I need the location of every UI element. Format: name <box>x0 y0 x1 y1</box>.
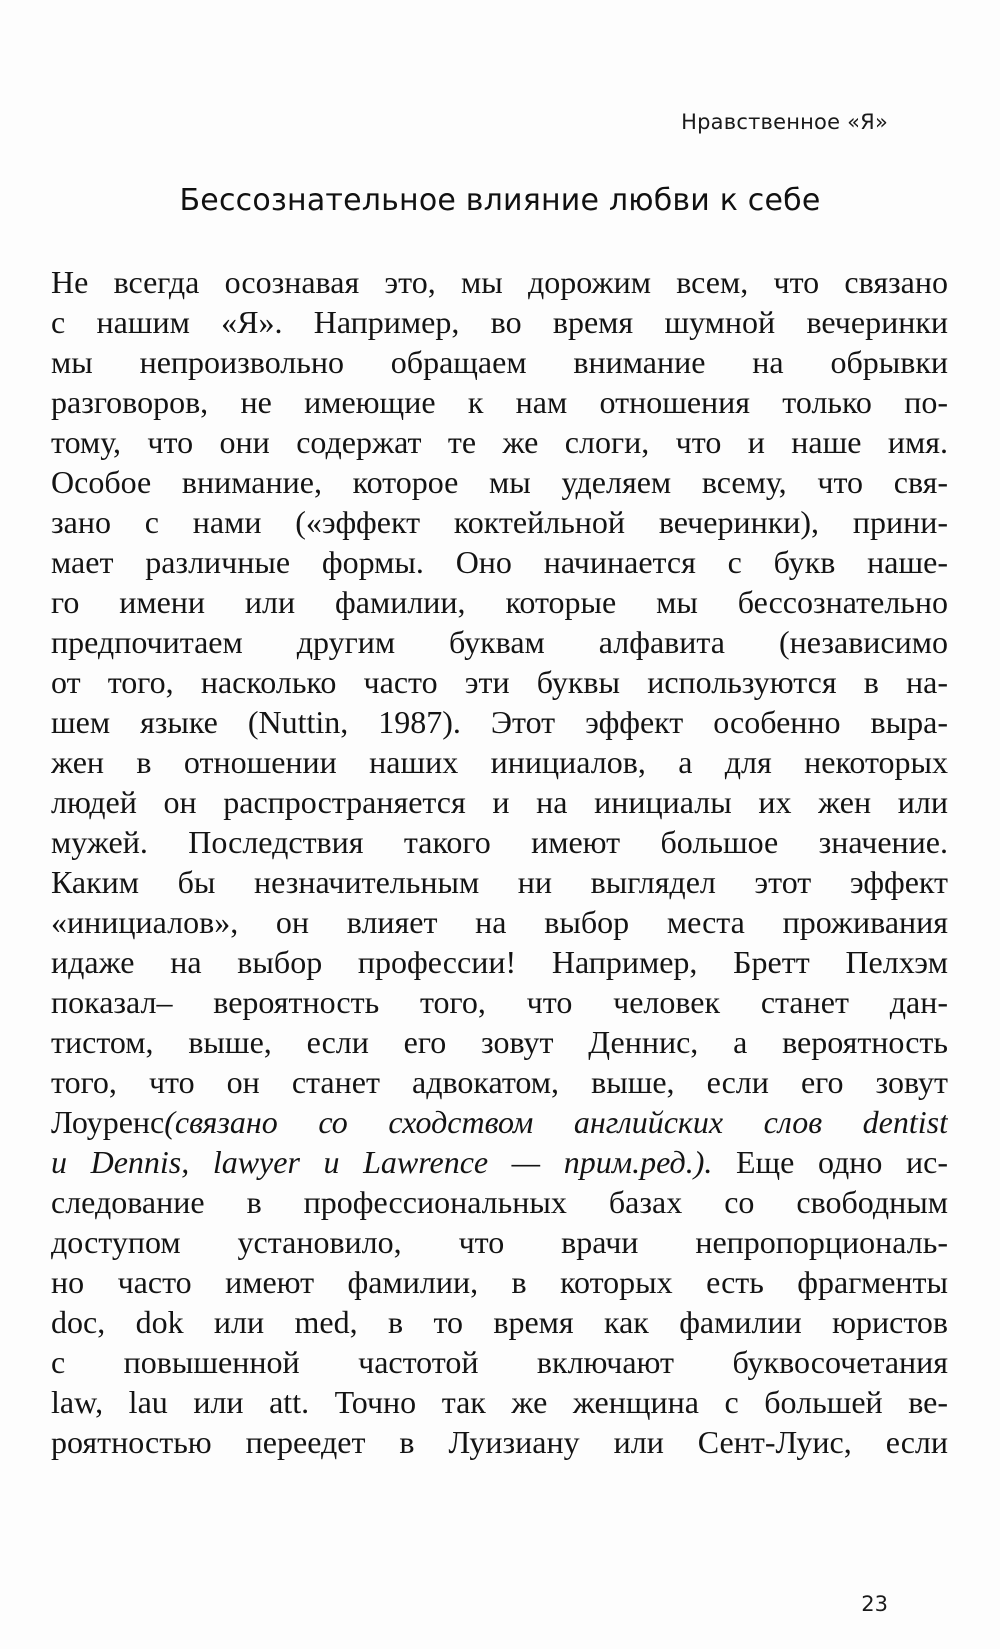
text-line-mixed <box>51 1142 948 1182</box>
text-line: но часто имеют фамилии, в которых есть фрагменты <box>51 1264 948 1300</box>
editor-note-italic: и Dennis, lawyer и Lawrence — прим.ред.). <box>51 1144 713 1180</box>
text-line: зано с нами («эффект коктейльной вечеринки), прини- <box>51 504 948 540</box>
text-line: мужей. Последствия такого имеют большое значение. <box>51 824 948 860</box>
text-line: предпочитаем другим буквам алфавита (независимо <box>51 624 948 660</box>
text-line: доступом установило, что врачи непропорциональ- <box>51 1224 948 1260</box>
text-line: следование в профессиональных базах со свободным <box>51 1184 948 1220</box>
text-line: людей он распространяется и на инициалы их жен или <box>51 784 948 820</box>
text-line: того, что он станет адвокатом, выше, если его зовут <box>51 1064 948 1100</box>
text-line: с нашим «Я». Например, во время шумной вечеринки <box>51 304 948 340</box>
text-line-mixed <box>51 1102 948 1142</box>
text-line: law, lau или att. Точно так же женщина с большей ве- <box>51 1384 948 1420</box>
chapter-heading: Бессознательное влияние любви к себе <box>179 183 821 218</box>
text-line: Каким бы незначительным ни выглядел этот эффект <box>51 864 948 900</box>
text-line: показал– вероятность того, что человек станет дан- <box>51 984 948 1020</box>
text-line: Особое внимание, которое мы уделяем всему, что свя- <box>51 464 948 500</box>
page-number: 23 <box>861 1592 888 1616</box>
text-run-regular: Еще одно ис- <box>712 1144 948 1180</box>
text-line: мает различные формы. Оно начинается с букв наше- <box>51 544 948 580</box>
text-line: тистом, выше, если его зовут Деннис, а вероятность <box>51 1024 948 1060</box>
body-paragraph <box>51 262 948 1462</box>
text-line: разговоров, не имеющие к нам отношения только по- <box>51 384 948 420</box>
text-line: роятностью переедет в Луизиану или Сент-Луис, если <box>51 1424 948 1460</box>
text-line: шем языке (Nuttin, 1987). Этот эффект особенно выра- <box>51 704 948 740</box>
editor-note-italic: (связано со сходством английских слов dentist <box>164 1104 948 1140</box>
text-line: го имени или фамилии, которые мы бессознательно <box>51 584 948 620</box>
text-line: тому, что они содержат те же слоги, что и наше имя. <box>51 424 948 460</box>
text-line: doc, dok или med, в то время как фамилии юристов <box>51 1304 948 1340</box>
text-line: от того, насколько часто эти буквы используются в на- <box>51 664 948 700</box>
text-line: идаже на выбор профессии! Например, Бретт Пелхэм <box>51 944 948 980</box>
text-line: жен в отношении наших инициалов, а для некоторых <box>51 744 948 780</box>
text-run-regular: Лоуренс <box>51 1104 165 1140</box>
text-line: с повышенной частотой включают буквосочетания <box>51 1344 948 1380</box>
running-head: Нравственное «Я» <box>681 110 888 134</box>
text-line: мы непроизвольно обращаем внимание на обрывки <box>51 344 948 380</box>
text-line: Не всегда осознавая это, мы дорожим всем, что связано <box>51 264 948 300</box>
text-line: «инициалов», он влияет на выбор места проживания <box>51 904 948 940</box>
